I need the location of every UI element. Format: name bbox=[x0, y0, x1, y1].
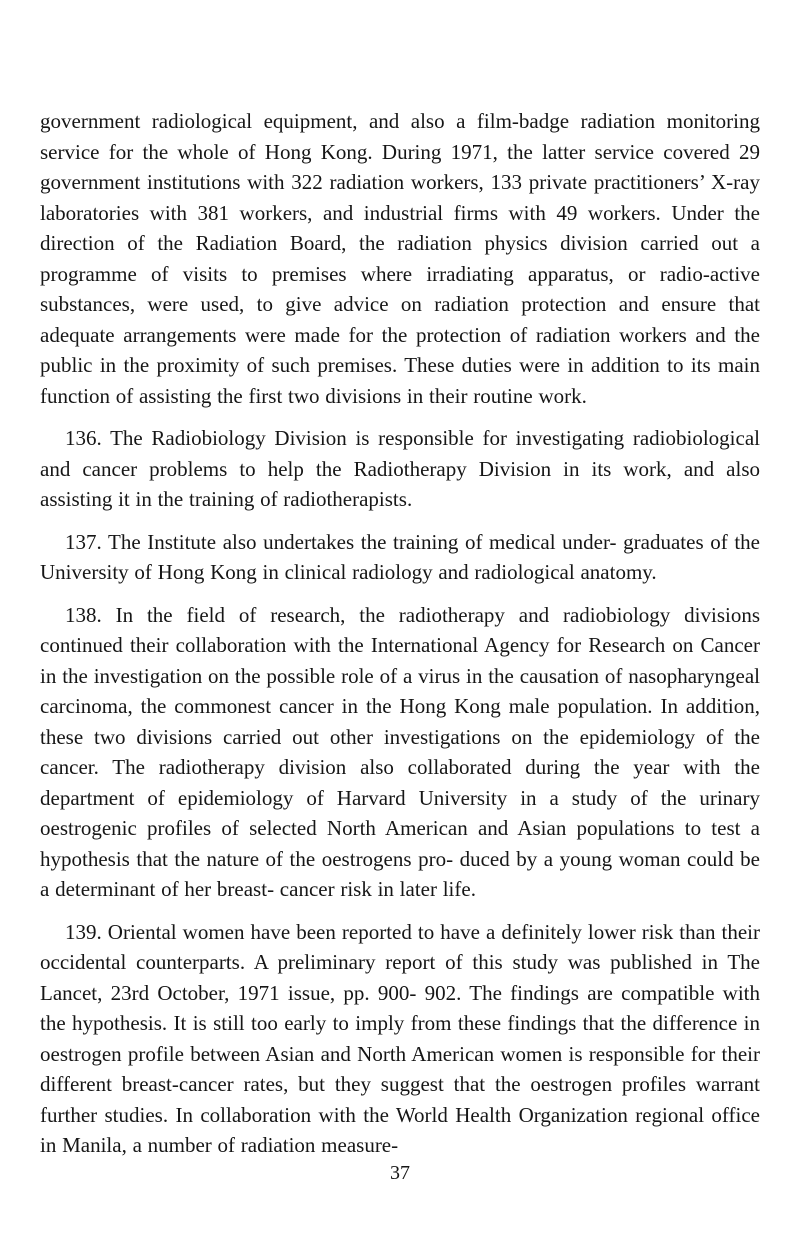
page-number: 37 bbox=[390, 1162, 410, 1184]
paragraph-138: 138. In the field of research, the radiotherapy and radiobiology divisions continued their collaboration with the International Agency for Research on Cancer in the investigation on the possible role of a virus in the causation of nasopharyngeal carcinoma, the commonest cancer in the Hong Kong male population. In addition, these two divisions carried out other investigations on the epidemiology of the cancer. The radiotherapy division also collaborated during the year with the department of epidemiology of Harvard University in a study of the urinary oestrogenic profiles of selected North American and Asian populations to test a hypothesis that the nature of the oestrogens pro- duced by a young woman could be a determinant of her breast- cancer risk in later life. bbox=[40, 602, 760, 901]
body-text bbox=[40, 106, 760, 1161]
paragraph-137: 137. The Institute also undertakes the training of medical under- graduates of the University of Hong Kong in clinical radiology and radiological anatomy. bbox=[40, 529, 760, 584]
paragraph-139: 139. Oriental women have been reported to have a definitely lower risk than their occidental counterparts. A preliminary report of this study was published in The Lancet, 23rd October, 1971 issue, pp. 900- 902. The findings are compatible with the hypothesis. It is still too early to imply from these findings that the difference in oestrogen profile between Asian and North American women is responsible for their different breast-cancer rates, but they suggest that the oestrogen profiles warrant further studies. In collaboration with the World Health Organization regional office in Manila, a number of radiation measure- bbox=[40, 919, 760, 1157]
paragraph-continuation: government radiological equipment, and also a film-badge radiation monitoring service for the whole of Hong Kong. During 1971, the latter service covered 29 government institutions with 322 radiation workers, 133 private practitioners’ X-ray laboratories with 381 workers, and industrial firms with 49 workers. Under the direction of the Radiation Board, the radiation physics division carried out a programme of visits to premises where irradiating apparatus, or radio-active substances, were used, to give advice on radiation protection and ensure that adequate arrangements were made for the protection of radiation workers and the public in the proximity of such premises. These duties were in addition to its main function of assisting the first two divisions in their routine work. bbox=[40, 109, 760, 408]
paragraph-136: 136. The Radiobiology Division is responsible for investigating radiobiological and cancer problems to help the Radiotherapy Division in its work, and also assisting it in the training of radiotherapists. bbox=[40, 426, 760, 511]
